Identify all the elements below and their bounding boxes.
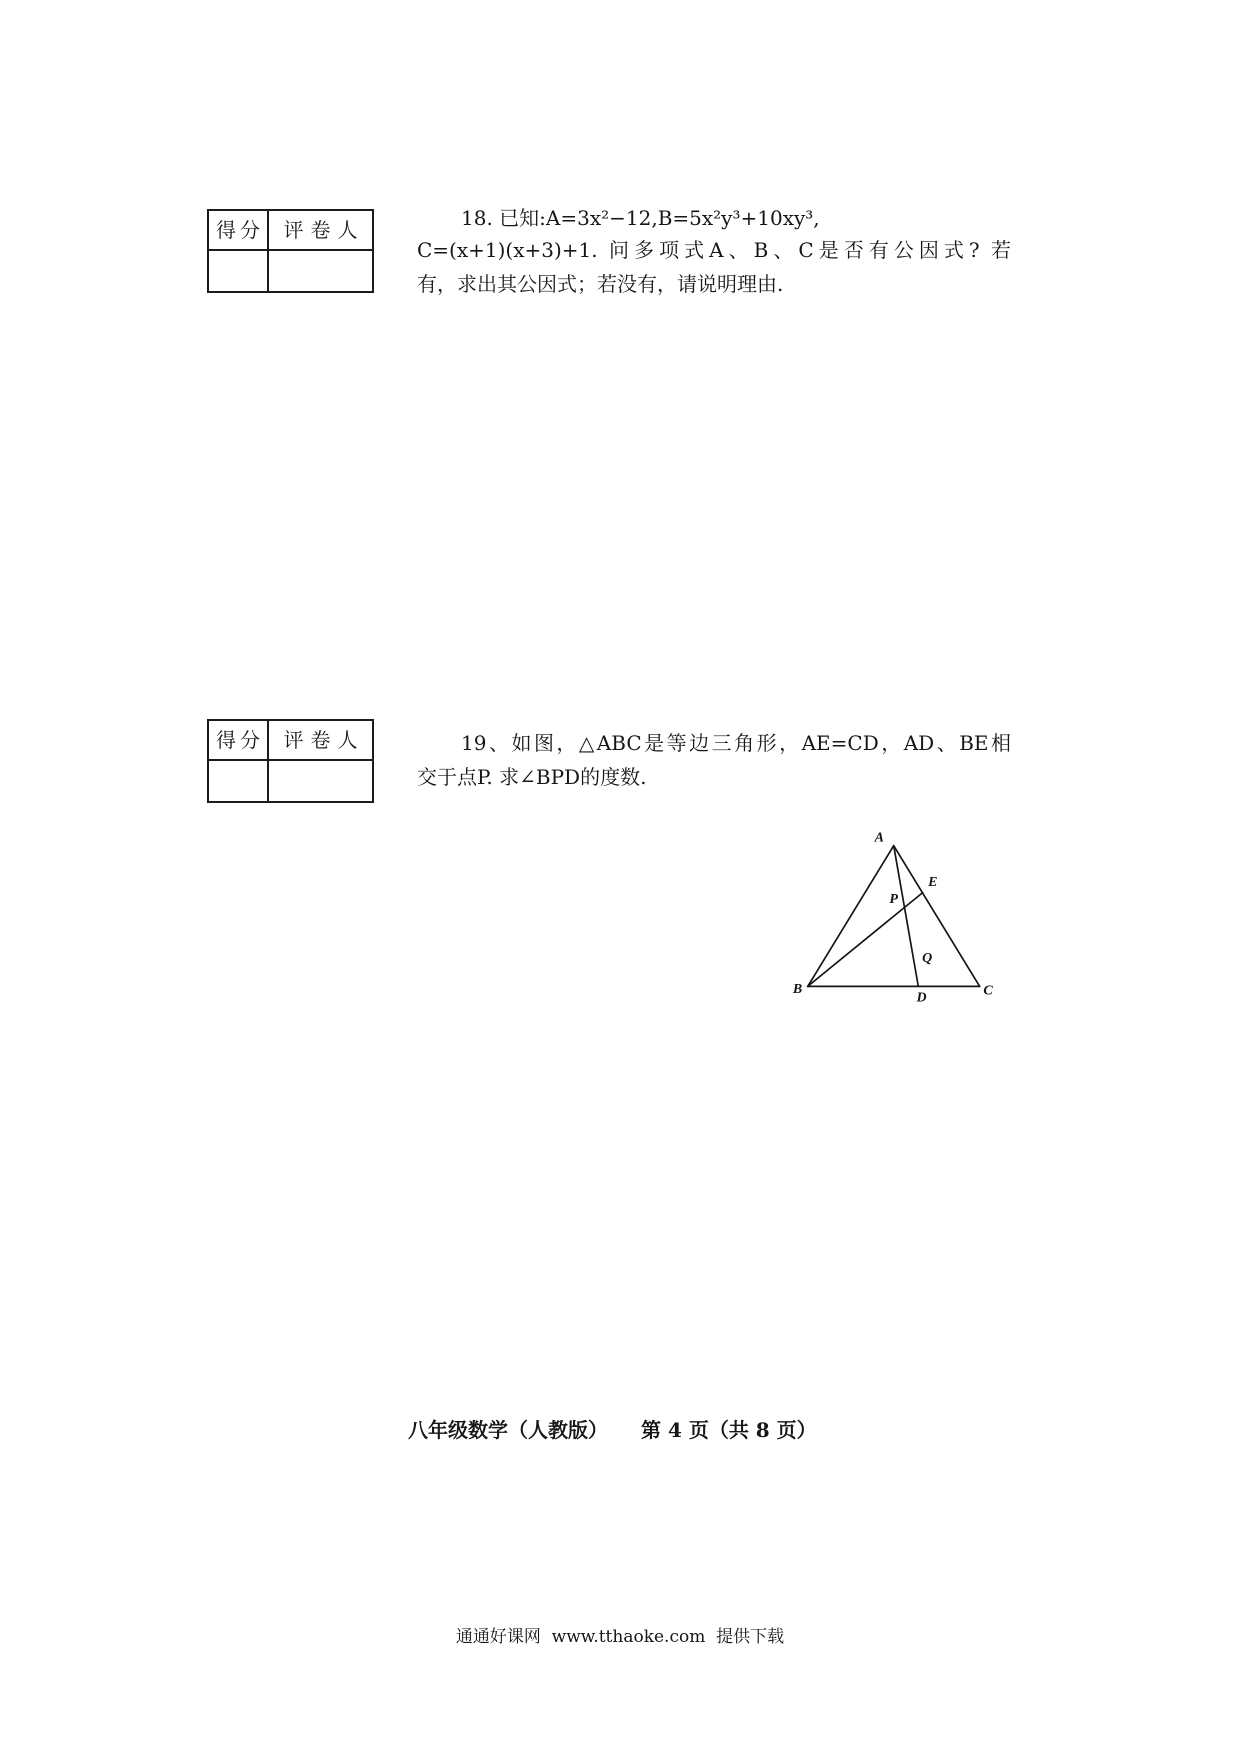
question-18-line-3: 有，求出其公因式；若没有，请说明理由. — [417, 272, 784, 296]
point-label-q: Q — [922, 951, 933, 966]
score-header-cell — [209, 211, 269, 251]
score-box-q18 — [207, 209, 374, 293]
score-entry-cell — [209, 761, 269, 801]
point-label-p: P — [889, 891, 898, 907]
question-19-line-2: 交于点P. 求∠BPD的度数. — [417, 765, 647, 789]
point-label-e: E — [928, 875, 938, 890]
grader-entry-cell — [269, 251, 372, 291]
point-label-c: C — [983, 983, 993, 999]
segment-be — [808, 893, 923, 987]
question-18-line-2: C=(x+1)(x+3)+1. 问多项式A、B、C是否有公因式? 若 — [417, 238, 1011, 262]
question-19-line-1: 19、如图，△ABC是等边三角形，AE=CD，AD、BE相 — [461, 731, 1011, 755]
score-label: 得分 — [216, 728, 264, 752]
grader-header-cell — [269, 721, 372, 761]
grader-label: 评卷人 — [283, 218, 365, 242]
footer-course-title: 八年级数学（人教版） — [408, 1418, 608, 1442]
footer-page-number: 第 4 页（共 8 页） — [641, 1418, 817, 1442]
point-label-a: A — [874, 830, 884, 846]
grader-label: 评卷人 — [283, 728, 365, 752]
question-18-line-1: 18. 已知:A=3x²−12,B=5x²y³+10xy³, — [461, 206, 820, 230]
score-header-cell — [209, 721, 269, 761]
download-source-note: 通通好课网 www.tthaoke.com 提供下载 — [455, 1627, 785, 1647]
score-label: 得分 — [216, 218, 264, 242]
point-label-b: B — [792, 982, 803, 998]
score-box-q19 — [207, 719, 374, 803]
score-entry-cell — [209, 251, 269, 291]
side-ab — [808, 846, 894, 987]
point-label-d: D — [916, 990, 927, 1006]
grader-entry-cell — [269, 761, 372, 801]
grader-header-cell — [269, 211, 372, 251]
triangle-figure — [790, 820, 1010, 1010]
